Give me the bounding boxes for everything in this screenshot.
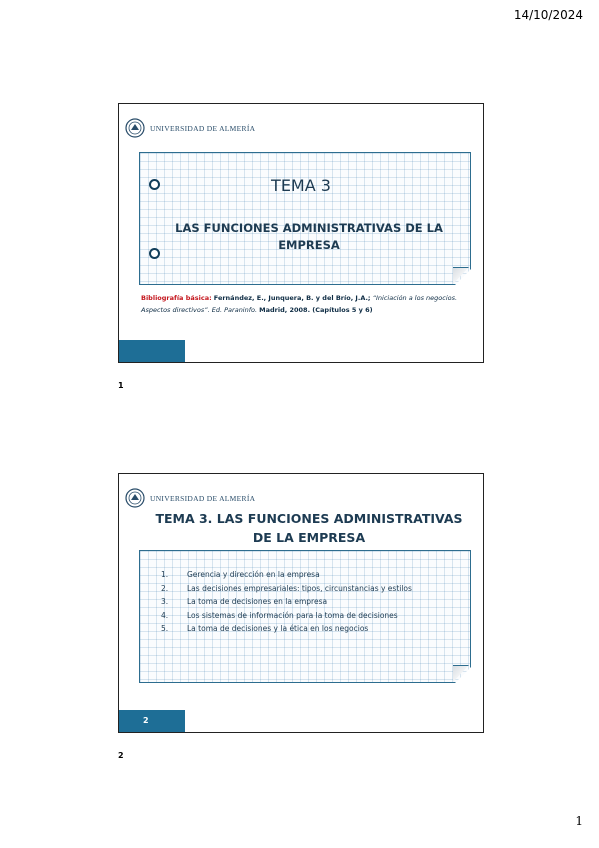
bibliography-book-title: “Iniciación a los negocios. Aspectos directivos”. xyxy=(141,294,458,314)
item-text: Las decisiones empresariales: tipos, circunstancias y estilos xyxy=(187,583,412,593)
item-number: 1. xyxy=(161,570,169,579)
university-logo xyxy=(125,118,255,138)
list-item xyxy=(143,622,463,636)
slide-label: 2 xyxy=(118,751,124,760)
bibliography-label: Bibliografía básica: xyxy=(141,294,212,302)
university-seal-icon xyxy=(125,118,145,138)
item-number: 2. xyxy=(161,583,169,593)
bibliography-authors: Fernández, E., Junquera, B. y del Brío, J.A.; xyxy=(213,294,371,302)
bibliography-publisher: Ed. Paraninfo. xyxy=(211,306,258,314)
slide-title: LAS FUNCIONES ADMINISTRATIVAS DE LA EMPRESA xyxy=(175,221,443,252)
item-text: Los sistemas de información para la toma de decisiones xyxy=(187,610,398,620)
university-logo xyxy=(125,488,255,508)
slide-label: 1 xyxy=(118,381,124,390)
tema-number: TEMA 3 xyxy=(271,176,331,195)
list-item xyxy=(143,609,463,623)
print-date: 14/10/2024 xyxy=(513,8,583,22)
page-number: 1 xyxy=(575,814,583,828)
item-text: La toma de decisiones en la empresa xyxy=(187,597,328,606)
item-number: 5. xyxy=(161,624,169,633)
slide-title: TEMA 3. LAS FUNCIONES ADMINISTRATIVAS DE LA EMPRESA xyxy=(155,511,463,545)
item-number: 4. xyxy=(161,610,169,620)
list-item xyxy=(143,582,463,596)
slide-number-tab xyxy=(119,340,185,362)
contents-list xyxy=(143,568,463,636)
item-text: La toma de decisiones y la ética en los negocios xyxy=(187,624,369,633)
university-name: UNIVERSIDAD DE ALMERÍA xyxy=(150,123,256,133)
slide-1 xyxy=(118,103,484,363)
university-name: UNIVERSIDAD DE ALMERÍA xyxy=(150,493,256,503)
university-seal-icon xyxy=(125,488,145,508)
list-item xyxy=(143,595,463,609)
slide-number: 2 xyxy=(143,716,149,725)
bibliography xyxy=(141,292,471,316)
list-item xyxy=(143,568,463,582)
slide-number-tab xyxy=(119,710,185,732)
slide-2 xyxy=(118,473,484,733)
item-text: Gerencia y dirección en la empresa xyxy=(187,570,320,579)
bibliography-details: Madrid, 2008. (Capítulos 5 y 6) xyxy=(259,306,373,314)
item-number: 3. xyxy=(161,597,169,606)
title-box xyxy=(139,152,471,285)
